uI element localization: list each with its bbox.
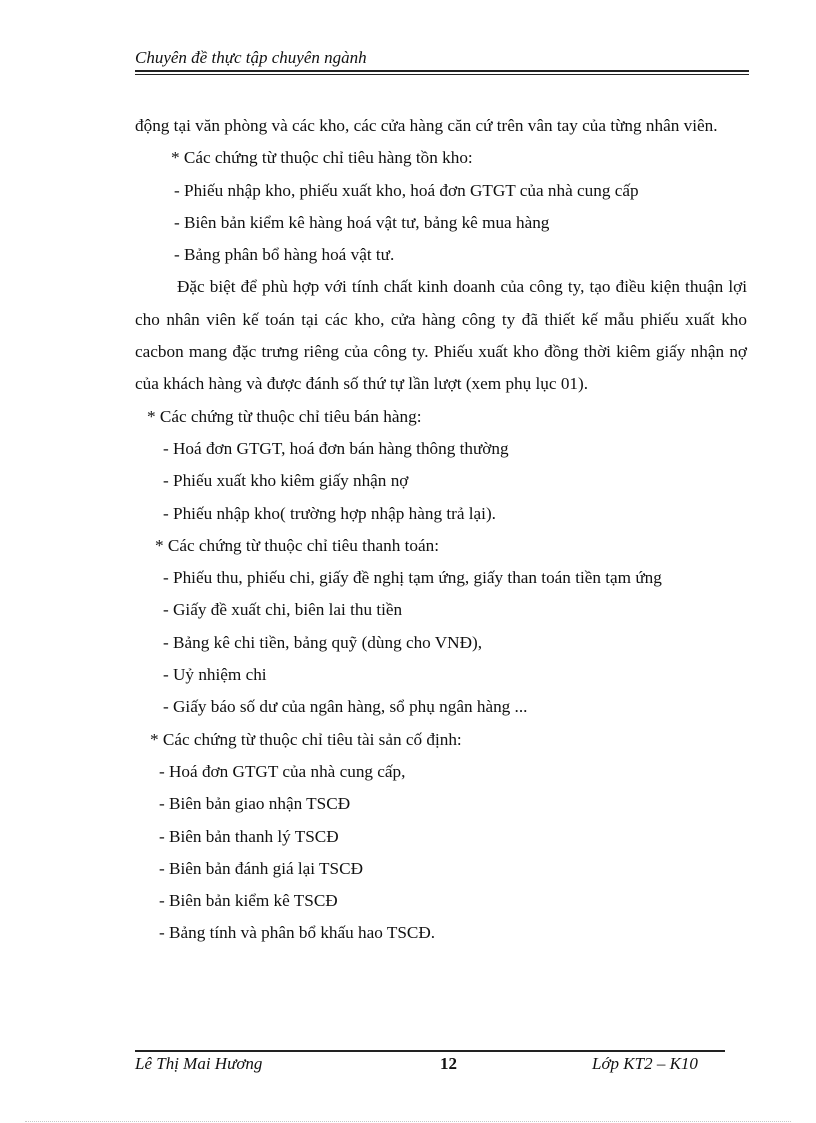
list-item: - Phiếu nhập kho( trường hợp nhập hàng trả lại). xyxy=(163,503,496,523)
body-text xyxy=(135,110,747,950)
section-heading-sales: * Các chứng từ thuộc chỉ tiêu bán hàng: xyxy=(147,406,422,426)
list-item: - Hoá đơn GTGT của nhà cung cấp, xyxy=(159,761,406,781)
list-item: - Giấy báo số dư của ngân hàng, sổ phụ ngân hàng ... xyxy=(163,697,528,717)
footer-author: Lê Thị Mai Hương xyxy=(135,1054,263,1073)
page-number: 12 xyxy=(440,1054,457,1073)
list-item: - Biên bản kiểm kê TSCĐ xyxy=(159,891,338,911)
list-item: - Biên bản kiểm kê hàng hoá vật tư, bảng kê mua hàng xyxy=(174,212,550,232)
footer-class: Lớp KT2 – K10 xyxy=(592,1054,698,1073)
header-rule xyxy=(135,70,749,75)
list-item: - Bảng kê chi tiền, bảng quỹ (dùng cho VNĐ), xyxy=(163,632,483,652)
section-heading-payment: * Các chứng từ thuộc chỉ tiêu thanh toán: xyxy=(155,535,440,555)
list-item: - Phiếu nhập kho, phiếu xuất kho, hoá đơn GTGT của nhà cung cấp xyxy=(174,180,639,200)
page-bottom-dotted-line xyxy=(25,1121,791,1122)
footer-rule xyxy=(135,1050,725,1052)
section-heading-assets: * Các chứng từ thuộc chỉ tiêu tài sản cố định: xyxy=(150,729,462,749)
header-title: Chuyên đề thực tập chuyên ngành xyxy=(135,48,367,67)
paragraph-special-design: Đặc biệt để phù hợp với tính chất kinh doanh của công ty, tạo điều kiện thuận lợi cho nhân viên kế toán tại các kho, cửa hàng công ty đã thiết kế mẫu phiếu xuất kho cacbon mang đặc trưng riêng của công ty. Phiếu xuất kho đồng thời kiêm giấy nhận nợ của khách hàng và được đánh số thứ tự lần lượt (xem phụ lục 01). xyxy=(135,277,747,394)
list-item: - Biên bản giao nhận TSCĐ xyxy=(159,794,351,814)
list-item: - Giấy đề xuất chi, biên lai thu tiền xyxy=(163,600,403,620)
list-item: - Bảng tính và phân bổ khấu hao TSCĐ. xyxy=(159,923,436,943)
list-item: - Phiếu thu, phiếu chi, giấy đề nghị tạm ứng, giấy than toán tiền tạm ứng xyxy=(163,568,662,588)
list-item: - Biên bản thanh lý TSCĐ xyxy=(159,826,339,846)
list-item: - Hoá đơn GTGT, hoá đơn bán hàng thông thường xyxy=(163,438,509,458)
list-item: - Bảng phân bổ hàng hoá vật tư. xyxy=(174,245,395,265)
paragraph-continuation: động tại văn phòng và các kho, các cửa hàng căn cứ trên vân tay của từng nhân viên. xyxy=(135,116,718,135)
list-item: - Uỷ nhiệm chi xyxy=(163,665,267,685)
list-item: - Biên bản đánh giá lại TSCĐ xyxy=(159,858,363,878)
list-item: - Phiếu xuất kho kiêm giấy nhận nợ xyxy=(163,471,409,491)
section-heading-inventory: * Các chứng từ thuộc chỉ tiêu hàng tồn kho: xyxy=(171,148,473,168)
